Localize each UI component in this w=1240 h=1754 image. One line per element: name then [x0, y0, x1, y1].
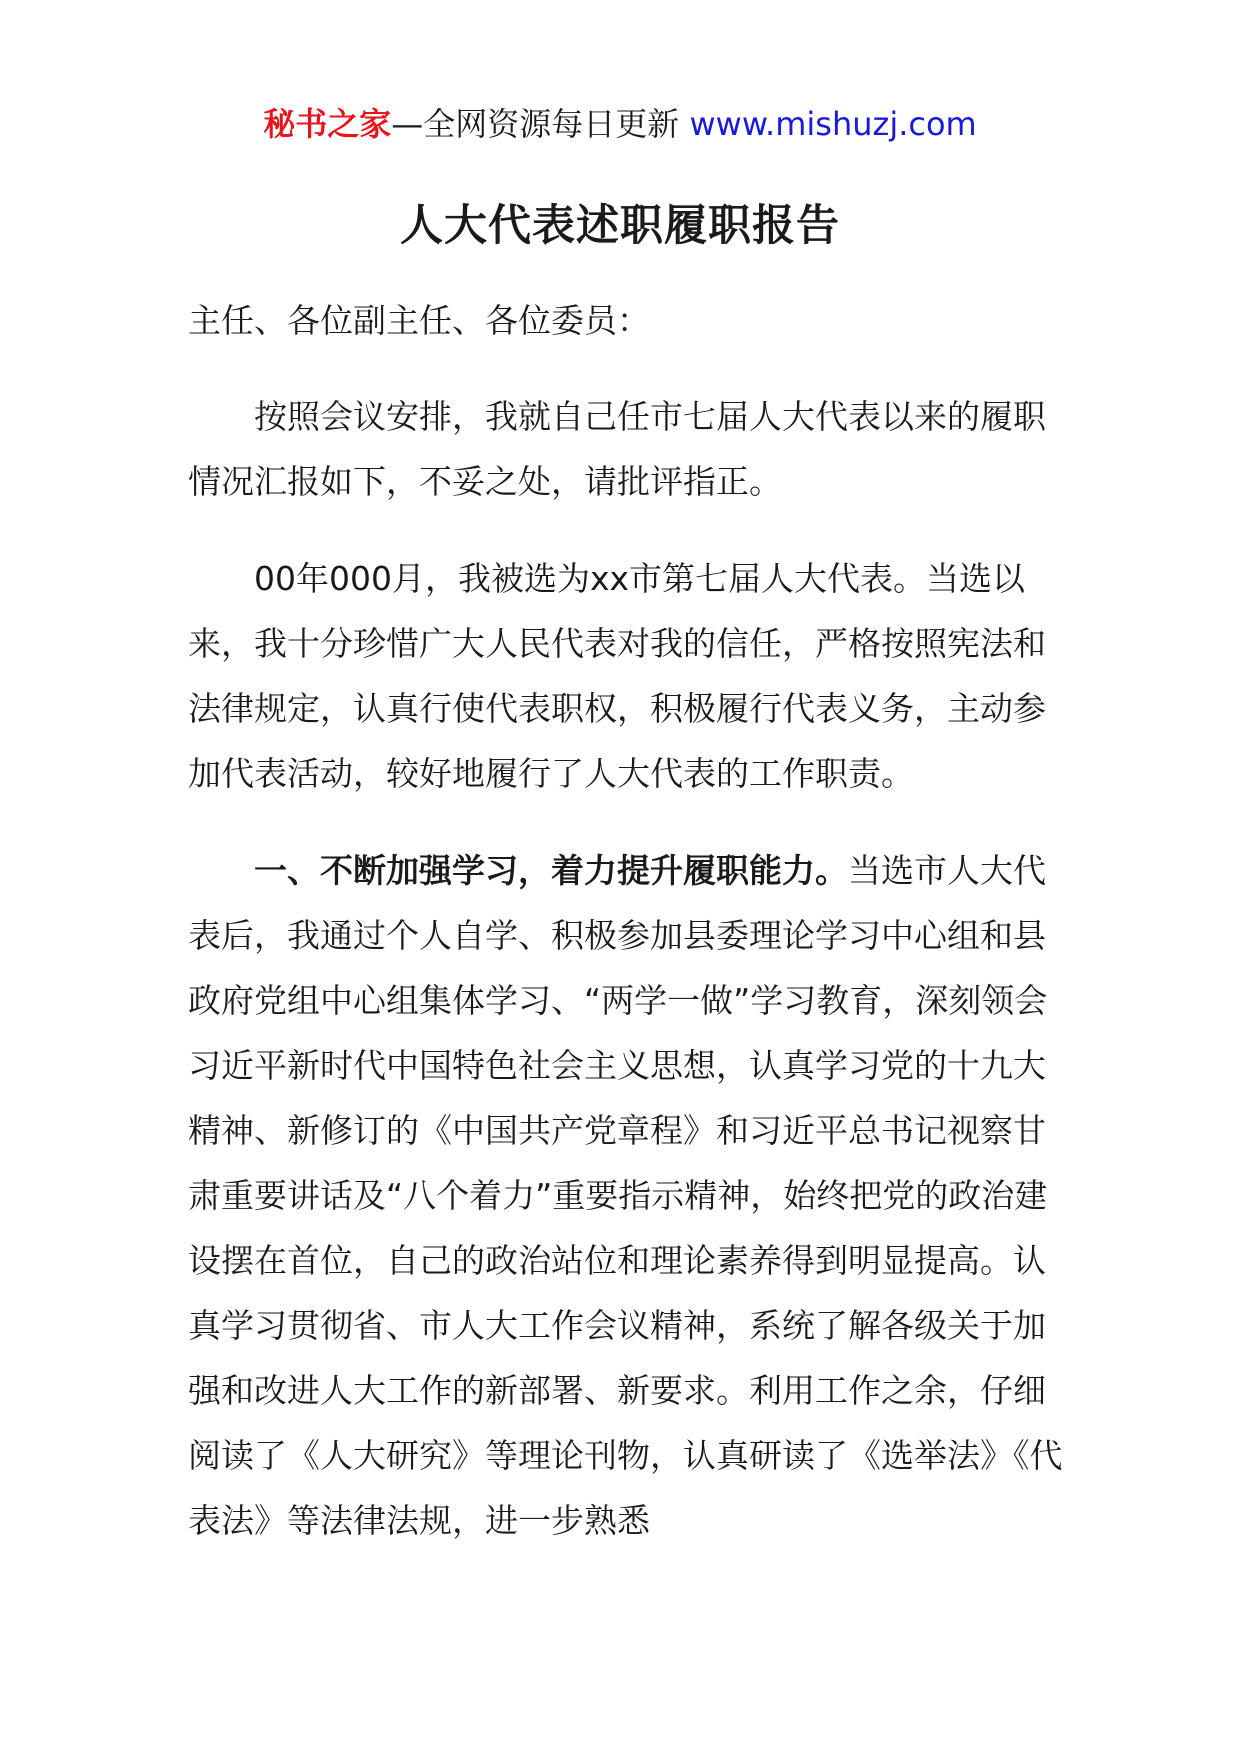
site-brand: 秘书之家	[263, 105, 392, 143]
paragraph-3-text: 当选市人大代表后，我通过个人自学、积极参加县委理论学习中心组和县政府党组中心组集体学习、“两学一做”学习教育，深刻领会习近平新时代中国特色社会主义思想，认真学习党的十九大精神、新修订的《中国共产党章程》和习近平总书记视察甘肃重要讲话及“八个着力”重要指示精神，始终把党的政治建设摆在首位，自己的政治站位和理论素养得到明显提高。认真学习贯彻省、市人大工作会议精神，系统了解各级关于加强和改进人大工作的新部署、新要求。利用工作之余，仔细阅读了《人大研究》等理论刊物，认真研读了《选举法》《代表法》等法律法规，进一步熟悉	[188, 851, 1063, 1540]
paragraph-1-text: 按照会议安排，我就自己任市七届人大代表以来的履职情况汇报如下，不妥之处，请批评指正。	[188, 397, 1046, 501]
paragraph-2	[188, 546, 1068, 806]
site-url-link[interactable]: www.mishuzj.com	[689, 105, 977, 143]
salutation: 主任、各位副主任、各位委员：	[188, 301, 650, 340]
section-heading: 一、不断加强学习，着力提升履职能力。	[254, 851, 848, 890]
paragraph-2-text: 00年000月，我被选为xx市第七届人大代表。当选以来，我十分珍惜广大人民代表对我的信任，严格按照宪法和法律规定，认真行使代表职权，积极履行代表义务，主动参加代表活动，较好地履行了人大代表的工作职责。	[188, 559, 1046, 793]
site-header	[0, 100, 1240, 148]
paragraph-3	[188, 838, 1068, 1553]
paragraph-1	[188, 384, 1068, 514]
document-title: 人大代表述职履职报告	[400, 201, 840, 251]
site-tagline: —全网资源每日更新	[391, 105, 690, 143]
